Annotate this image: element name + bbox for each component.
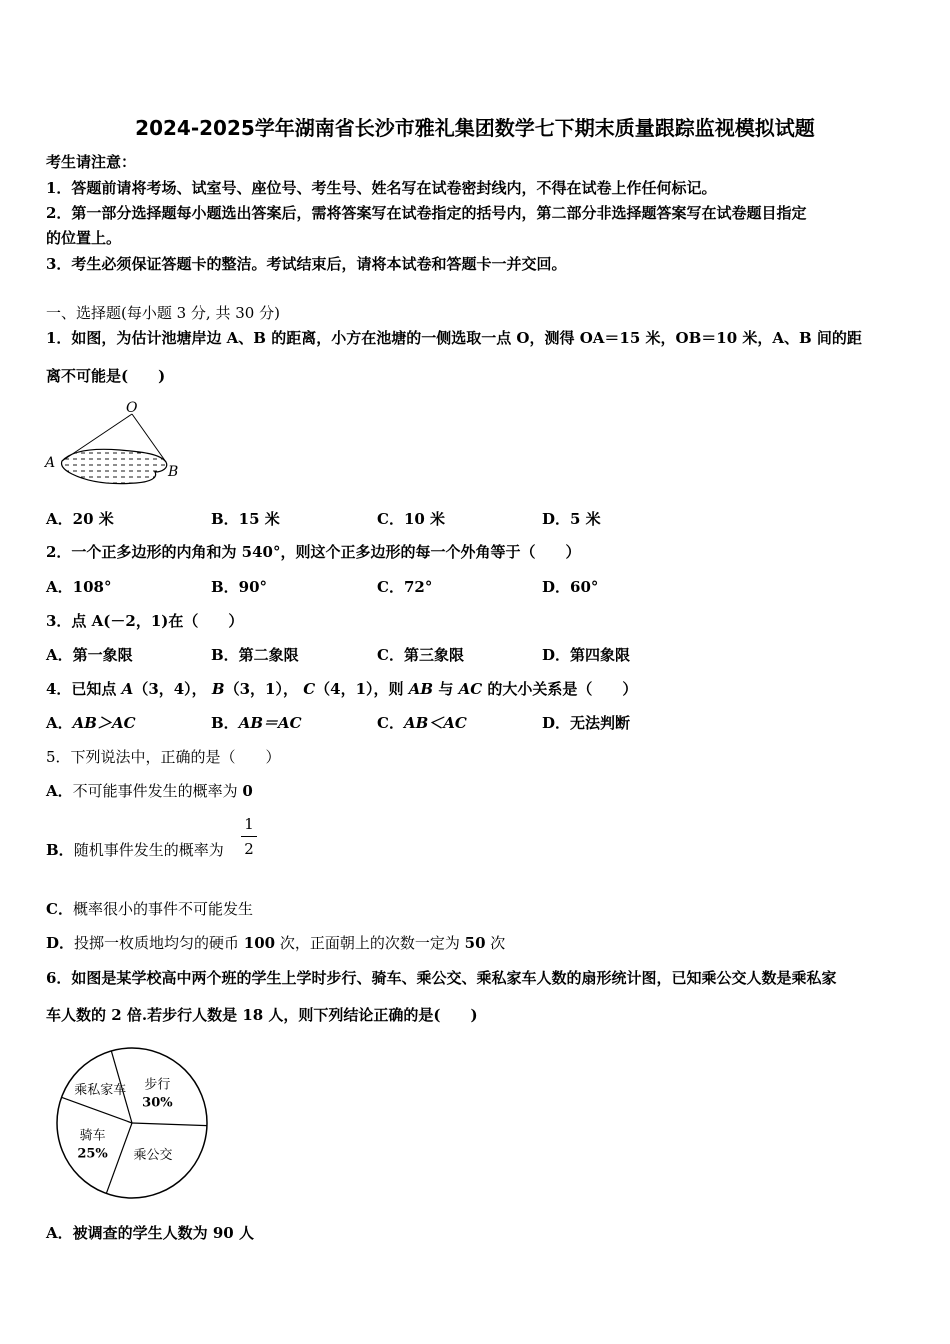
label-a: A [45,455,56,471]
q5-option-b: B．随机事件发生的概率为 [46,841,224,859]
q5-option-d: D．投掷一枚质地均匀的硬币 100 次，正面朝上的次数一定为 50 次 [46,934,506,952]
q4-option-d: D．无法判断 [542,714,631,732]
q5-option-c: C．概率很小的事件不可能发生 [46,900,253,918]
q1-stem: 1．如图，为估计池塘岸边 A、B 的距离，小方在池塘的一侧选取一点 O，测得 OA＝15 米，OB＝10 米，A、B 间的距 [46,329,862,347]
page-title: 2024-2025学年湖南省长沙市雅礼集团数学七下期末质量跟踪监视模拟试题 [135,116,815,140]
q1-option-c: C．10 米 [377,510,446,528]
pie-divider [106,1123,132,1193]
q4-seg-ab: AB [408,680,434,698]
q5-fraction-one-half [241,814,257,859]
q4-option-a: A．AB＞AC [46,714,136,732]
q4-point-c: C [303,680,316,698]
q6-stem: 6．如图是某学校高中两个班的学生上学时步行、骑车、乘公交、乘私家车人数的扇形统计图，已知乘公交人数是乘私家 [46,969,837,987]
q4-point-b: B [211,680,225,698]
pie-slice-label: 骑车 [79,1128,106,1144]
q2-option-c: C．72° [377,578,433,596]
q1-option-a: A．20 米 [46,510,114,528]
q1-option-d: D．5 米 [542,510,601,528]
q4-option-c: C．AB＜AC [377,714,467,732]
q3-option-c: C．第三象限 [377,646,464,664]
pie-slice-label: 乘私家车 [74,1082,127,1098]
section-heading: 一、选择题(每小题 3 分, 共 30 分) [46,304,280,322]
q4-stem-num: 4．已知点 [46,680,122,698]
q4-stem [46,678,637,699]
q6-pie-chart [50,1043,215,1203]
q6-option-a: A．被调查的学生人数为 90 人 [46,1224,254,1242]
notice-item-2-cont: 的位置上。 [46,229,122,247]
q2-option-d: D．60° [542,578,599,596]
q6-stem-cont: 车人数的 2 倍.若步行人数是 18 人，则下列结论正确的是( ) [46,1006,478,1024]
q4-point-c-coord: （4，1），则 [315,680,409,698]
pie-divider [62,1097,132,1123]
pie-slice-value: 25% [77,1146,108,1162]
notice-item-1: 1．答题前请将考场、试室号、座位号、考生号、姓名写在试卷密封线内，不得在试卷上作任何标记。 [46,179,717,197]
label-b: B [168,464,179,480]
pie-slice-label: 乘公交 [133,1148,173,1164]
q3-stem: 3．点 A(－2，1)在（ ） [46,612,244,630]
q2-option-b: B．90° [211,578,268,596]
q3-option-a: A．第一象限 [46,646,133,664]
pond-shape [61,449,166,483]
q4-and: 与 [433,680,459,698]
q2-option-a: A．108° [46,578,112,596]
q1-pond-figure [40,396,190,491]
q4-option-b: B．AB＝AC [211,714,302,732]
q4-seg-ac: AC [458,680,483,698]
q4-tail: 的大小关系是（ ） [482,680,638,698]
q4-point-a: A [121,680,134,698]
q4-point-b-coord: （3，1）， [224,680,298,698]
label-o: O [126,400,138,416]
notice-item-3: 3．考生必须保证答题卡的整洁。考试结束后，请将本试卷和答题卡一并交回。 [46,255,567,273]
notice-item-2: 2．第一部分选择题每小题选出答案后，需将答案写在试卷指定的括号内，第二部分非选择题答案写在试卷题目指定 [46,204,807,222]
q1-stem-cont: 离不可能是( ) [46,367,166,385]
q1-option-b: B．15 米 [211,510,280,528]
notice-heading: 考生请注意： [46,153,137,171]
pie-slice-value: 30% [142,1095,173,1111]
q5-stem: 5．下列说法中，正确的是（ ） [46,748,281,766]
q3-option-b: B．第二象限 [211,646,299,664]
q4-point-a-coord: （3，4）， [133,680,207,698]
fraction-numerator: 1 [244,815,254,833]
q5-option-a: A．不可能事件发生的概率为 0 [46,782,253,800]
pie-divider [132,1123,207,1126]
fraction-bar [241,836,257,837]
fraction-denominator: 2 [244,840,254,858]
pie-slice-label: 步行 [144,1077,171,1093]
q2-stem: 2．一个正多边形的内角和为 540°，则这个正多边形的每一个外角等于（ ） [46,543,581,561]
q3-option-d: D．第四象限 [542,646,631,664]
